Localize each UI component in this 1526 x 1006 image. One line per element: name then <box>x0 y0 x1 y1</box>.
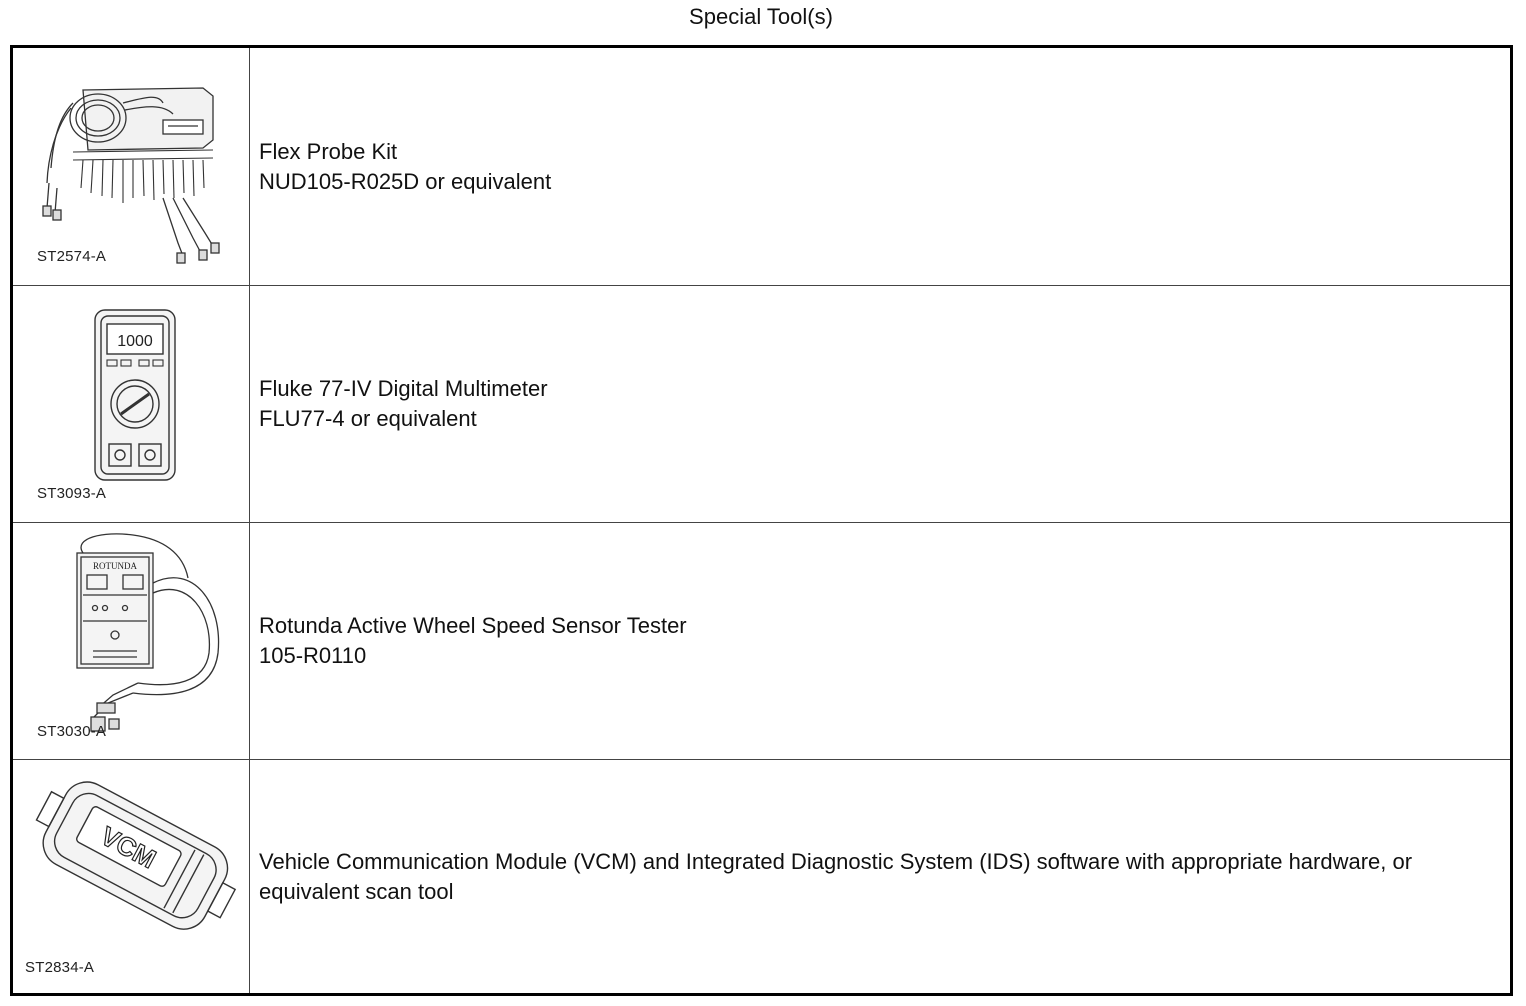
tool-name: Fluke 77-IV Digital Multimeter <box>259 376 548 401</box>
special-tools-table <box>10 45 1513 996</box>
tool-name: Flex Probe Kit <box>259 138 398 164</box>
tool-description <box>250 760 1510 993</box>
tool-illustration-cell <box>13 760 250 993</box>
tool-name: Rotunda Active Wheel Speed Sensor Tester <box>259 613 687 638</box>
tool-code: ST2574-A <box>37 248 107 265</box>
tool-part-number: 105-R0110 <box>259 643 367 668</box>
tool-row <box>13 48 1510 285</box>
tool-part-number: NUD105-R025D or equivalent <box>259 168 552 194</box>
tool-row <box>13 522 1510 759</box>
tool-part-number: FLU77-4 or equivalent <box>259 406 477 431</box>
tool-code: ST2834-A <box>25 959 95 976</box>
vcm-brand-label: VCM <box>95 820 161 875</box>
tool-code: ST3093-A <box>37 485 107 502</box>
tool-illustration-cell <box>13 286 250 522</box>
tool-description <box>250 286 1510 522</box>
page-title: Special Tool(s) <box>689 4 833 29</box>
tool-description <box>250 48 1510 285</box>
tool-code: ST3030-A <box>37 723 107 740</box>
tool-row <box>13 285 1510 522</box>
tool-name: Vehicle Communication Module (VCM) and Integrated Diagnostic System (IDS) software with appropriate hardware, or equivalent scan tool <box>259 848 1413 904</box>
tester-brand-label: ROTUNDA <box>93 561 137 571</box>
tool-row <box>13 759 1510 993</box>
tool-illustration-cell <box>13 48 250 285</box>
multimeter-display-value: 1000 <box>117 333 153 350</box>
tool-description <box>250 523 1510 759</box>
tool-illustration-cell <box>13 523 250 759</box>
